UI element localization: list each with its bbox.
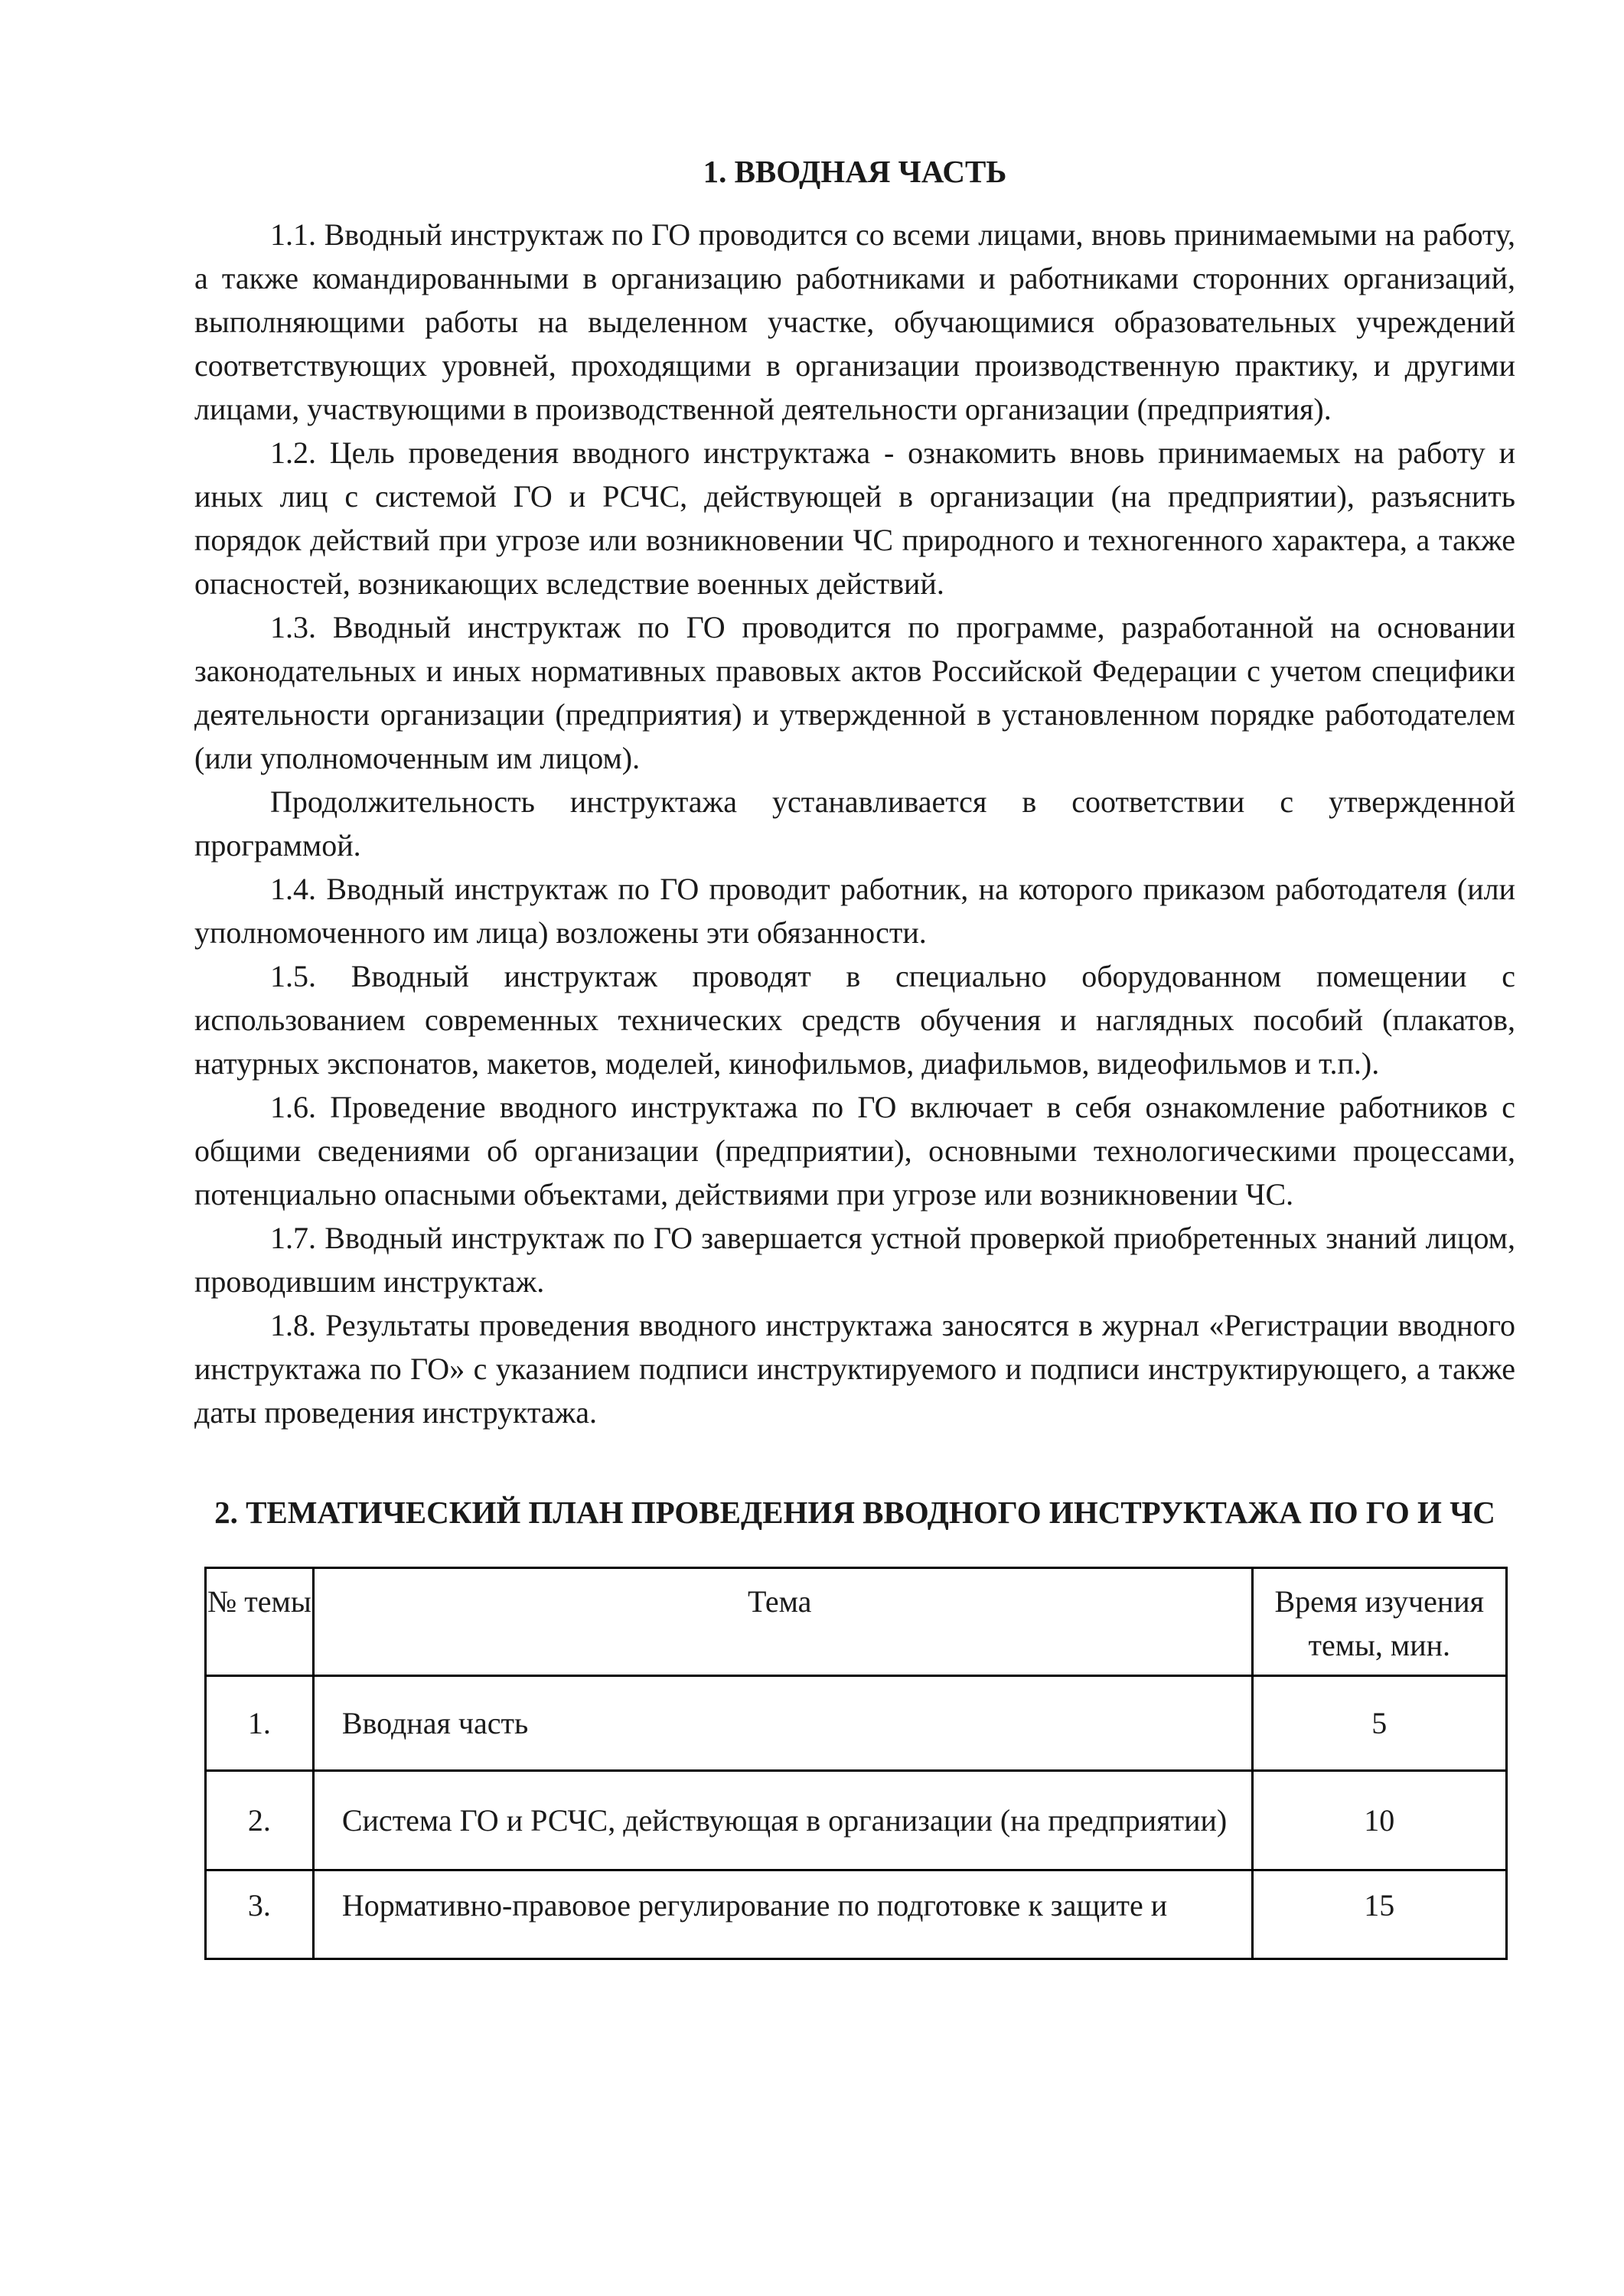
paragraph-duration: Продолжительность инструктажа устанавливается в соответствии с утвержденной программой. (194, 784, 1515, 863)
topic-number-cell: 1. (206, 1676, 314, 1771)
paragraph-1-7: 1.7. Вводный инструктаж по ГО завершается устной проверкой приобретенных знаний лицом, проводившим инструктаж. (194, 1221, 1515, 1299)
study-time-cell: 10 (1252, 1771, 1506, 1870)
topic-cell: Вводная часть (313, 1676, 1252, 1771)
table-row (206, 1870, 1507, 1959)
study-time-cell: 5 (1252, 1676, 1506, 1771)
paragraph-1-4: 1.4. Вводный инструктаж по ГО проводит работник, на которого приказом работодателя (или уполномоченного им лица) возложены эти обязанности. (194, 872, 1515, 950)
document-content (194, 150, 1515, 1960)
header-topic: Тема (313, 1568, 1252, 1676)
table-header-row (206, 1568, 1507, 1676)
header-study-time: Время изучения темы, мин. (1252, 1568, 1506, 1676)
topic-number-cell: 3. (206, 1870, 314, 1959)
table-row (206, 1676, 1507, 1771)
paragraph-1-8: 1.8. Результаты проведения вводного инструктажа заносятся в журнал «Регистрации вводного инструктажа по ГО» с указанием подписи инструктируемого и подписи инструктирующего, а также даты проведения инструктажа. (194, 1308, 1515, 1430)
topic-number-cell: 2. (206, 1771, 314, 1870)
header-topic-number: № темы (206, 1568, 314, 1676)
thematic-plan-table (204, 1567, 1508, 1960)
table-row (206, 1771, 1507, 1870)
topic-cell: Система ГО и РСЧС, действующая в организации (на предприятии) (313, 1771, 1252, 1870)
study-time-cell: 15 (1252, 1870, 1506, 1959)
section-1-title: 1. ВВОДНАЯ ЧАСТЬ (703, 154, 1007, 189)
section-2-title: 2. ТЕМАТИЧЕСКИЙ ПЛАН ПРОВЕДЕНИЯ ВВОДНОГО ИНСТРУКТАЖА ПО ГО И ЧС (214, 1495, 1495, 1530)
paragraph-1-6: 1.6. Проведение вводного инструктажа по ГО включает в себя ознакомление работников с общими сведениями об организации (предприятии), основными технологическими процессами, потенциально опасными объектами, действиями при угрозе или возникновении ЧС. (194, 1090, 1515, 1212)
paragraph-1-2: 1.2. Цель проведения вводного инструктажа - ознакомить вновь принимаемых на работу и иных лиц с системой ГО и РСЧС, действующей в организации (на предприятии), разъяснить порядок действий при угрозе или возникновении ЧС природного и техногенного характера, а также опасностей, возникающих вследствие военных действий. (194, 435, 1515, 601)
topic-cell: Нормативно-правовое регулирование по подготовке к защите и (313, 1870, 1252, 1959)
paragraph-1-1: 1.1. Вводный инструктаж по ГО проводится со всеми лицами, вновь принимаемыми на работу, а также командированными в организацию работниками и работниками сторонних организаций, выполняющими работы на выделенном участке, обучающимися образовательных учреждений соответствующих уровней, проходящими в организации производственную практику, и другими лицами, участвующими в производственной деятельности организации (предприятия). (194, 217, 1515, 426)
paragraph-1-5: 1.5. Вводный инструктаж проводят в специально оборудованном помещении с использованием современных технических средств обучения и наглядных пособий (плакатов, натурных экспонатов, макетов, моделей, кинофильмов, диафильмов, видеофильмов и т.п.). (194, 959, 1515, 1081)
paragraph-1-3: 1.3. Вводный инструктаж по ГО проводится по программе, разработанной на основании законодательных и иных нормативных правовых актов Российской Федерации с учетом специфики деятельности организации (предприятия) и утвержденной в установленном порядке работодателем (или уполномоченным им лицом). (194, 610, 1515, 775)
